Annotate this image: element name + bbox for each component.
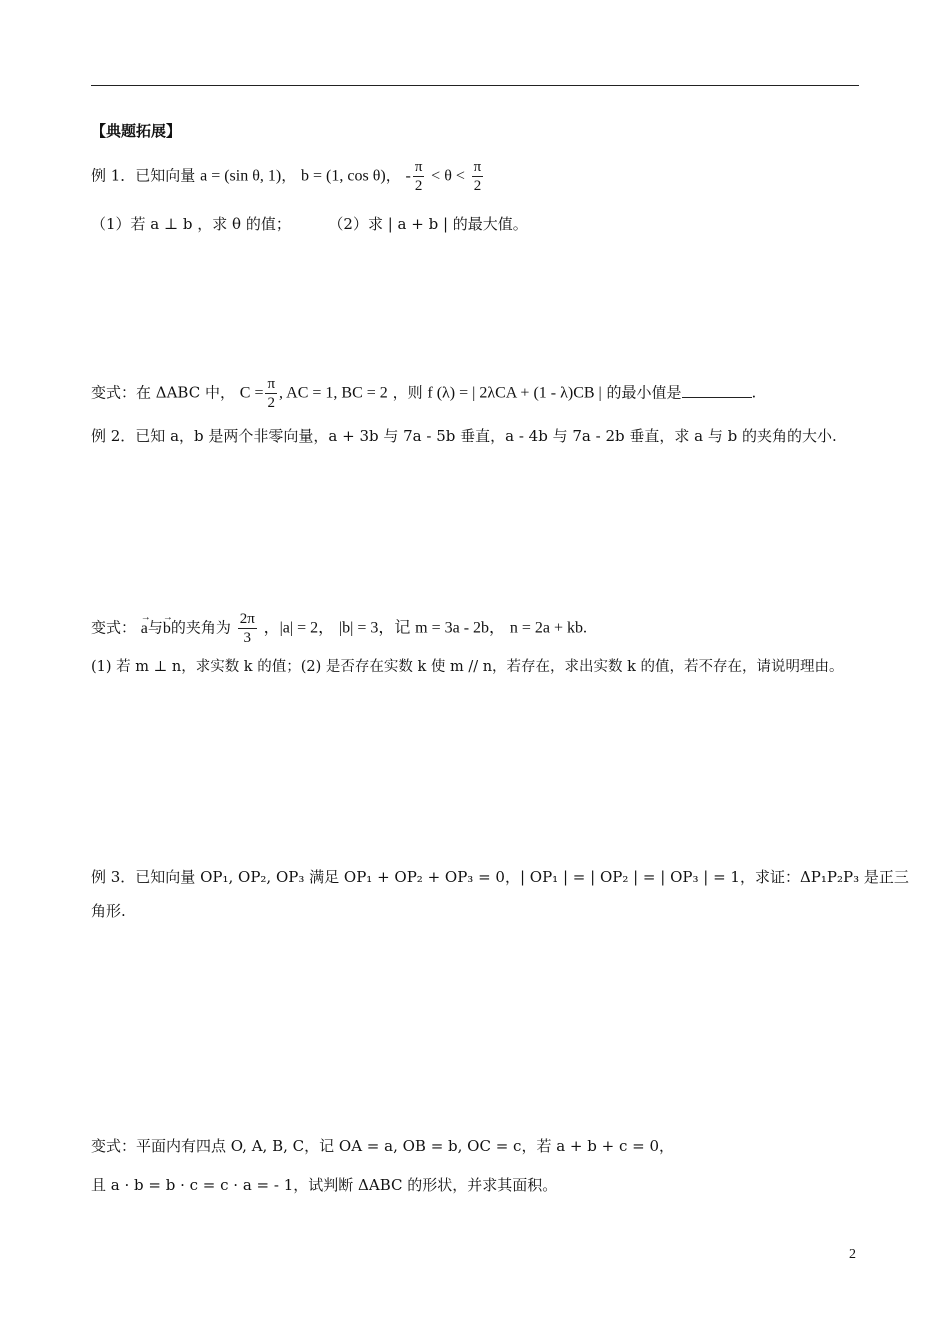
fraction-denominator: 2: [414, 178, 423, 194]
header-rule: [91, 85, 859, 86]
vector-n-definition: n = 2a + kb.: [509, 619, 587, 637]
period: .: [751, 383, 757, 402]
variant-3-line-1: 变式：平面内有四点 O, A, B, C，记 OA = a, OB = b, OC = c，若 a + b + c = 0，: [91, 1137, 675, 1155]
fraction-numerator: 2π: [239, 611, 255, 627]
minus-sign: -: [405, 167, 411, 185]
vector-a: → a: [141, 618, 148, 640]
example-1-questions: [91, 213, 528, 235]
angle-text: 的夹角为: [170, 618, 231, 637]
variant-2-questions: (1) 若 m ⊥ n，求实数 k 的值；(2) 是否存在实数 k 使 m // n，若存在，求出实数 k 的值，若不存在，请说明理由。: [91, 659, 844, 675]
with-text: 与: [147, 618, 163, 637]
separator: ，: [385, 166, 401, 185]
section-heading: 【典题拓展】: [91, 122, 182, 140]
variant-2-statement: [91, 610, 587, 647]
fraction-numerator: π: [414, 159, 423, 175]
vector-b: → b: [163, 618, 171, 640]
side-lengths: , AC = 1, BC = 2: [279, 384, 388, 402]
fraction-numerator: π: [267, 376, 276, 392]
vector-b-definition: b = (1, cos θ): [301, 167, 386, 185]
variant-1-statement: [91, 375, 756, 412]
minimum-question: 的最小值是: [606, 383, 682, 402]
variant-2-prefix: 变式：: [91, 618, 137, 637]
magnitude-a: ，|a| = 2，: [263, 619, 335, 637]
example-2-statement: 例 2．已知 a，b 是两个非零向量，a + 3b 与 7a - 5b 垂直，a - 4b 与 7a - 2b 垂直，求 a 与 b 的夹角的大小.: [91, 427, 837, 445]
pi-over-2-fraction: [413, 158, 425, 195]
pi-over-2-fraction: [265, 375, 277, 412]
function-expression: f (λ) = | 2λCA + (1 - λ)CB |: [427, 384, 602, 402]
separator: ，: [281, 166, 297, 185]
answer-blank: [682, 383, 752, 398]
angle-c: C =: [239, 384, 264, 402]
then-text: ，则: [392, 383, 423, 402]
theta-inequality: < θ <: [431, 167, 465, 185]
magnitude-b: |b| = 3，记: [338, 619, 411, 637]
example-1-statement: [91, 158, 485, 195]
question-2: （2）求 | a + b | 的最大值。: [328, 215, 528, 233]
page-number: 2: [849, 1247, 856, 1262]
pi-over-2-fraction: [472, 158, 484, 195]
fraction-denominator: 2: [473, 178, 482, 194]
fraction-denominator: 2: [267, 395, 275, 411]
fraction-denominator: 3: [243, 630, 251, 646]
variant-3-line-2: 且 a · b = b · c = c · a = - 1，试判断 ΔABC 的形状，并求其面积。: [91, 1176, 558, 1194]
example-3-line-1: 例 3．已知向量 OP₁, OP₂, OP₃ 满足 OP₁ + OP₂ + OP₃ = 0，| OP₁ | = | OP₂ | = | OP₃ | = 1，求证：ΔP₁P₂P₃ 是正三: [91, 868, 909, 886]
question-1: （1）若 a ⊥ b ，求 θ 的值；: [91, 215, 291, 233]
two-pi-over-3-fraction: [238, 610, 257, 647]
vector-m-definition: m = 3a - 2b，: [415, 619, 506, 637]
example-3-line-2: 角形.: [91, 902, 126, 920]
vector-a-definition: a = (sin θ, 1): [200, 167, 282, 185]
example-1-prefix: 例 1．已知向量: [91, 166, 196, 185]
fraction-numerator: π: [473, 159, 482, 175]
variant-1-prefix: 变式：在 ΔABC 中，: [91, 383, 235, 402]
